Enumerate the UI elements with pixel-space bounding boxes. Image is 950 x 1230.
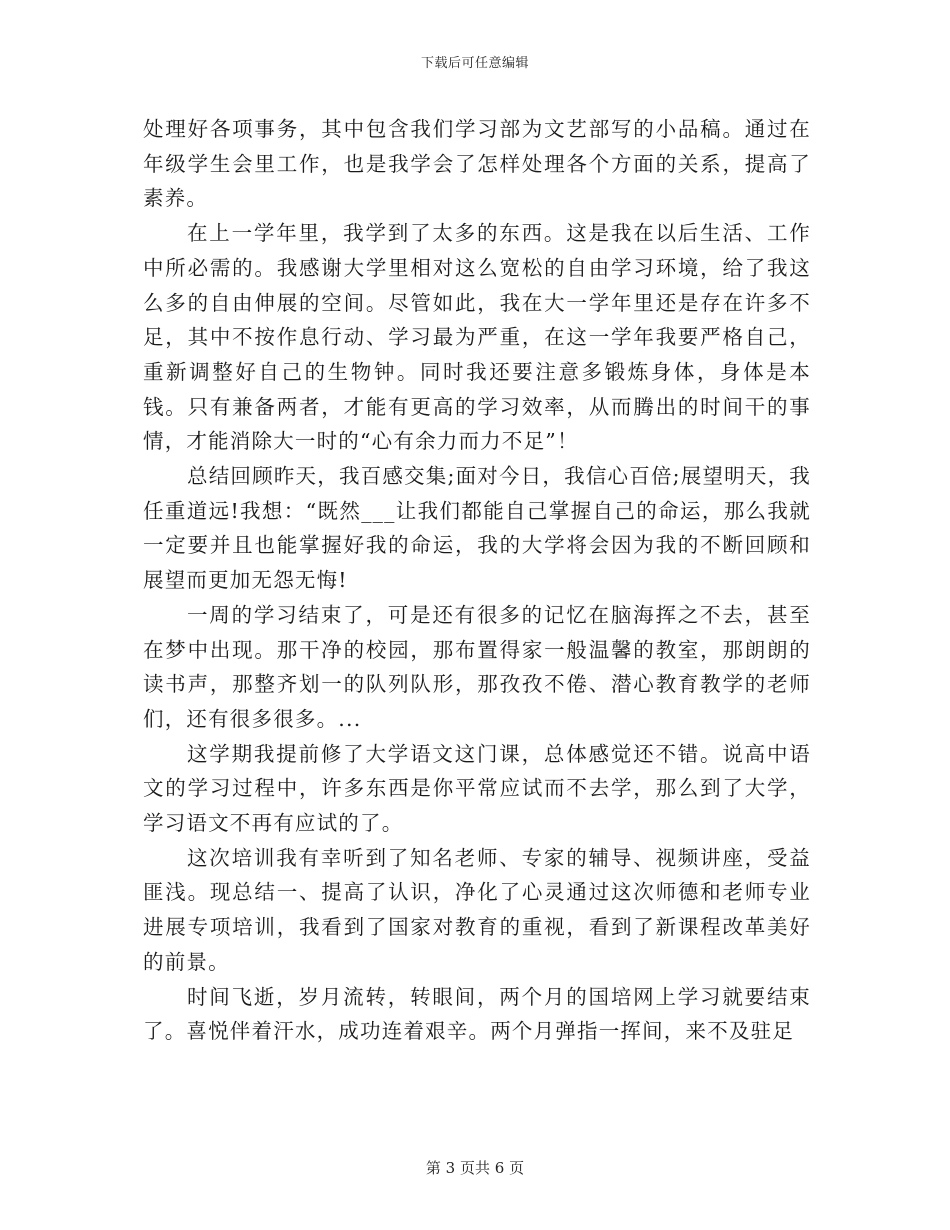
paragraph: 这次培训我有幸听到了知名老师、专家的辅导、视频讲座，受益匪浅。现总结一、提高了认识，净化了心灵通过这次师德和老师专业进展专项培训，我看到了国家对教育的重视，看到了新课程改革美好的前景。 <box>143 845 811 974</box>
paragraph: 时间飞逝，岁月流转，转眼间，两个月的国培网上学习就要结束了。喜悦伴着汗水，成功连着艰辛。两个月弹指一挥间，来不及驻足 <box>143 984 811 1044</box>
page-footer: 第 3 页共 6 页 <box>425 1159 525 1177</box>
paragraph: 在上一学年里，我学到了太多的东西。这是我在以后生活、工作中所必需的。我感谢大学里相对这么宽松的自由学习环境，给了我这么多的自由伸展的空间。尽管如此，我在大一学年里还是存在许多不足，其中不按作息行动、学习最为严重，在这一学年我要严格自己，重新调整好自己的生物钟。同时我还要注意多锻炼身体，身体是本钱。只有兼备两者，才能有更高的学习效率，从而腾出的时间干的事情，才能消除大一时的“心有余力而力不足”！ <box>143 221 811 454</box>
paragraph: 处理好各项事务，其中包含我们学习部为文艺部写的小品稿。通过在年级学生会里工作，也是我学会了怎样处理各个方面的关系，提高了素养。 <box>143 117 811 211</box>
document-body <box>143 112 811 1049</box>
paragraph: 一周的学习结束了，可是还有很多的记忆在脑海挥之不去，甚至在梦中出现。那干净的校园，那布置得家一般温馨的教室，那朗朗的读书声，那整齐划一的队列队形，那孜孜不倦、潜心教育教学的老师们，还有很多很多。... <box>143 602 811 731</box>
paragraph: 这学期我提前修了大学语文这门课，总体感觉还不错。说高中语文的学习过程中，许多东西是你平常应试而不去学，那么到了大学，学习语文不再有应试的了。 <box>143 741 811 836</box>
page-header: 下载后可任意编辑 <box>420 56 529 71</box>
paragraph: 总结回顾昨天，我百感交集;面对今日，我信心百倍;展望明天，我任重道远!我想：“既然___让我们都能自己掌握自己的命运，那么我就一定要并且也能掌握好我的命运，我的大学将会因为我的不断回顾和展望而更加无怨无悔! <box>143 464 811 593</box>
